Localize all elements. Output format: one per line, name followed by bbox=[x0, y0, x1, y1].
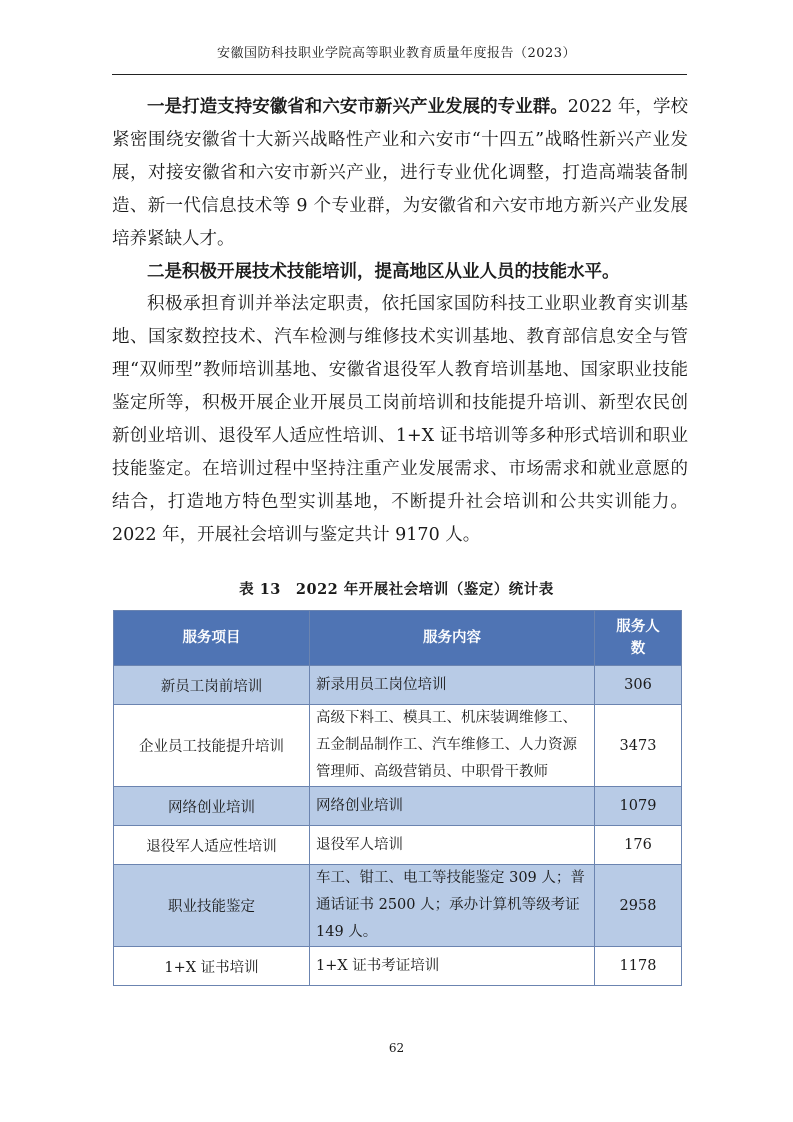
cell-item: 网络创业培训 bbox=[114, 787, 310, 826]
cell-content: 网络创业培训 bbox=[310, 787, 595, 826]
cell-content: 退役军人培训 bbox=[310, 826, 595, 865]
cell-count: 306 bbox=[595, 666, 682, 705]
paragraph-body: 2022 年，学校紧密围绕安徽省十大新兴战略性产业和六安市“十四五”战略性新兴产业发展，对接安徽省和六安市新兴产业，进行专业优化调整，打造高端装备制造、新一代信息技术等 9 个专业群，为安徽省和六安市地方新兴产业发展培养紧缺人才。 bbox=[112, 97, 688, 249]
table-header-row bbox=[114, 611, 682, 666]
page-number: 62 bbox=[388, 1041, 405, 1055]
report-header: 安徽国防科技职业学院高等职业教育质量年度报告（2023） bbox=[216, 46, 577, 61]
cell-count: 2958 bbox=[595, 865, 682, 947]
paragraph-skills-training-body: 积极承担育训并举法定职责，依托国家国防科技工业职业教育实训基地、国家数控技术、汽车检测与维修技术实训基地、教育部信息安全与管理“双师型”教师培训基地、安徽省退役军人教育培训基地、国家职业技能鉴定所等，积极开展企业开展员工岗前培训和技能提升培训、新型农民创新创业培训、退役军人适应性培训、1+X 证书培训等多种形式培训和职业技能鉴定。在培训过程中坚持注重产业发展需求、市场需求和就业意愿的结合，打造地方特色型实训基地，不断提升社会培训和公共实训能力。2022 年，开展社会培训与鉴定共计 9170 人。 bbox=[112, 294, 688, 545]
cell-content: 高级下料工、模具工、机床装调维修工、五金制品制作工、汽车维修工、人力资源管理师、高级营销员、中职骨干教师 bbox=[310, 705, 595, 787]
cell-item: 退役军人适应性培训 bbox=[114, 826, 310, 865]
table-row bbox=[114, 787, 682, 826]
cell-count: 1079 bbox=[595, 787, 682, 826]
cell-item: 职业技能鉴定 bbox=[114, 865, 310, 947]
table-row bbox=[114, 705, 682, 787]
table-row bbox=[114, 826, 682, 865]
cell-content: 1+X 证书考证培训 bbox=[310, 947, 595, 986]
header-service-item: 服务项目 bbox=[114, 611, 310, 666]
cell-item: 新员工岗前培训 bbox=[114, 666, 310, 705]
cell-content: 新录用员工岗位培训 bbox=[310, 666, 595, 705]
header-service-content: 服务内容 bbox=[310, 611, 595, 666]
paragraph-skills-training-heading bbox=[112, 256, 688, 289]
table-row bbox=[114, 666, 682, 705]
cell-item: 企业员工技能提升培训 bbox=[114, 705, 310, 787]
paragraph-specialty-groups bbox=[112, 91, 688, 256]
header-divider bbox=[112, 74, 687, 75]
cell-item: 1+X 证书培训 bbox=[114, 947, 310, 986]
header-service-count: 服务人数 bbox=[595, 611, 682, 666]
table-caption: 表 13 2022 年开展社会培训（鉴定）统计表 bbox=[239, 581, 554, 598]
cell-count: 3473 bbox=[595, 705, 682, 787]
cell-count: 176 bbox=[595, 826, 682, 865]
training-statistics-table bbox=[113, 610, 682, 986]
cell-content: 车工、钳工、电工等技能鉴定 309 人；普通话证书 2500 人；承办计算机等级考证 149 人。 bbox=[310, 865, 595, 947]
table-row bbox=[114, 947, 682, 986]
table-row bbox=[114, 865, 682, 947]
paragraph-lead: 二是积极开展技术技能培训，提高地区从业人员的技能水平。 bbox=[147, 262, 620, 282]
paragraph-lead: 一是打造支持安徽省和六安市新兴产业发展的专业群。 bbox=[147, 97, 568, 117]
cell-count: 1178 bbox=[595, 947, 682, 986]
